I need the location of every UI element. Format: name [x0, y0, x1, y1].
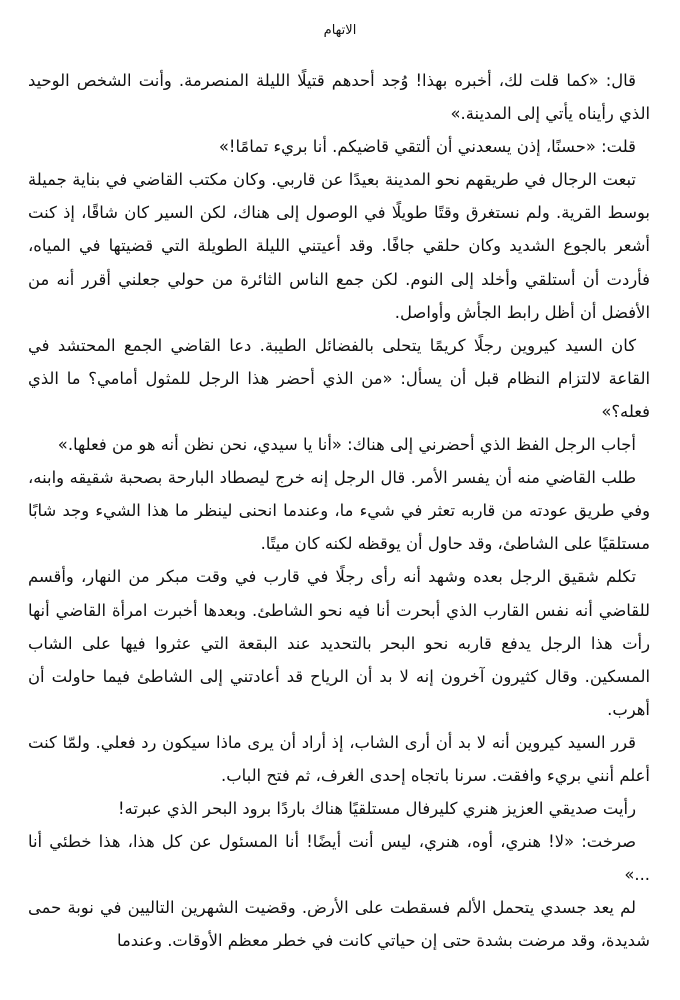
paragraph: لم يعد جسدي يتحمل الألم فسقطت على الأرض. وقضيت الشهرين التاليين في نوبة حمى شديدة، وقد مرضت بشدة حتى إن حياتي كانت في خطر معظم الأوقات. وعندما [28, 898, 650, 951]
body-text [28, 64, 650, 958]
paragraph: طلب القاضي منه أن يفسر الأمر. قال الرجل إنه خرج ليصطاد البارحة بصحبة شقيقه وابنه، وفي طريق عودته من قاربه تعثر في شيء ما، وعندما انحنى لينظر ما هذا الشيء وجد شابًا مستلقيًا على الشاطئ، وقد حاول أن يوقظه لكنه كان ميتًا. [28, 468, 650, 554]
paragraph: رأيت صديقي العزيز هنري كليرفال مستلقيًا هناك باردًا برود البحر الذي عبرته! [117, 799, 636, 819]
paragraph: قال: «كما قلت لك، أخبره بهذا! وُجد أحدهم قتيلًا الليلة المنصرمة. وأنت الشخص الوحيد الذي رأيناه يأتي إلى المدينة.» [28, 71, 650, 124]
paragraph: أجاب الرجل الفظ الذي أحضرني إلى هناك: «أنا يا سيدي، نحن نظن أنه هو من فعلها.» [57, 435, 636, 455]
paragraph: تكلم شقيق الرجل بعده وشهد أنه رأى رجلًا في قارب في وقت مبكر من النهار، وأقسم للقاضي أنه نفس القارب الذي أبحرت أنا فيه نحو الشاطئ. وبعدها أخبرت امرأة القاضي أنها رأت هذا الرجل يدفع قاربه نحو البحر بالتحديد عند البقعة التي عثروا فيها على الشاب المسكين. وقال كثيرون آخرون إنه لا بد أن الرياح قد أعادتني إلى الشاطئ فيما حاولت أن أهرب. [28, 567, 650, 719]
paragraph: تبعت الرجال في طريقهم نحو المدينة بعيدًا عن قاربي. وكان مكتب القاضي في بناية جميلة بوسط القرية. ولم نستغرق وقتًا طويلًا في الوصول إلى هناك، لكن السير كان شاقًا، إذ كنت أشعر بالجوع الشديد وكان حلقي جافًا. وقد أعيتني الليلة الطويلة التي قضيتها في المياه، فأردت أن أستلقي وأخلد إلى النوم. لكن جمع الناس الثائرة من حولي جعلني أقرر أنه من الأفضل أن أظل رابط الجأش وأواصل. [28, 170, 650, 322]
paragraph: قرر السيد كيروين أنه لا بد أن أرى الشاب، إذ أراد أن يرى ماذا سيكون رد فعلي. ولمّا كنت أعلم أنني بريء وافقت. سرنا باتجاه إحدى الغرف، ثم فتح الباب. [28, 732, 650, 785]
running-header: الاتهام [323, 23, 357, 38]
paragraph: صرخت: «لا! هنري، أوه، هنري، ليس أنت أيضًا! أنا المسئول عن كل هذا، هذا خطئي أنا ...» [28, 832, 650, 885]
paragraph: كان السيد كيروين رجلًا كريمًا يتحلى بالفضائل الطيبة. دعا القاضي الجمع المحتشد في القاعة لالتزام النظام قبل أن يسأل: «من الذي أحضر هذا الرجل للمثول أمامي؟ ما الذي فعله؟» [28, 335, 650, 421]
paragraph: قلت: «حسنًا، إذن يسعدني أن ألتقي قاضيكم. أنا بريء تمامًا!» [218, 137, 636, 157]
